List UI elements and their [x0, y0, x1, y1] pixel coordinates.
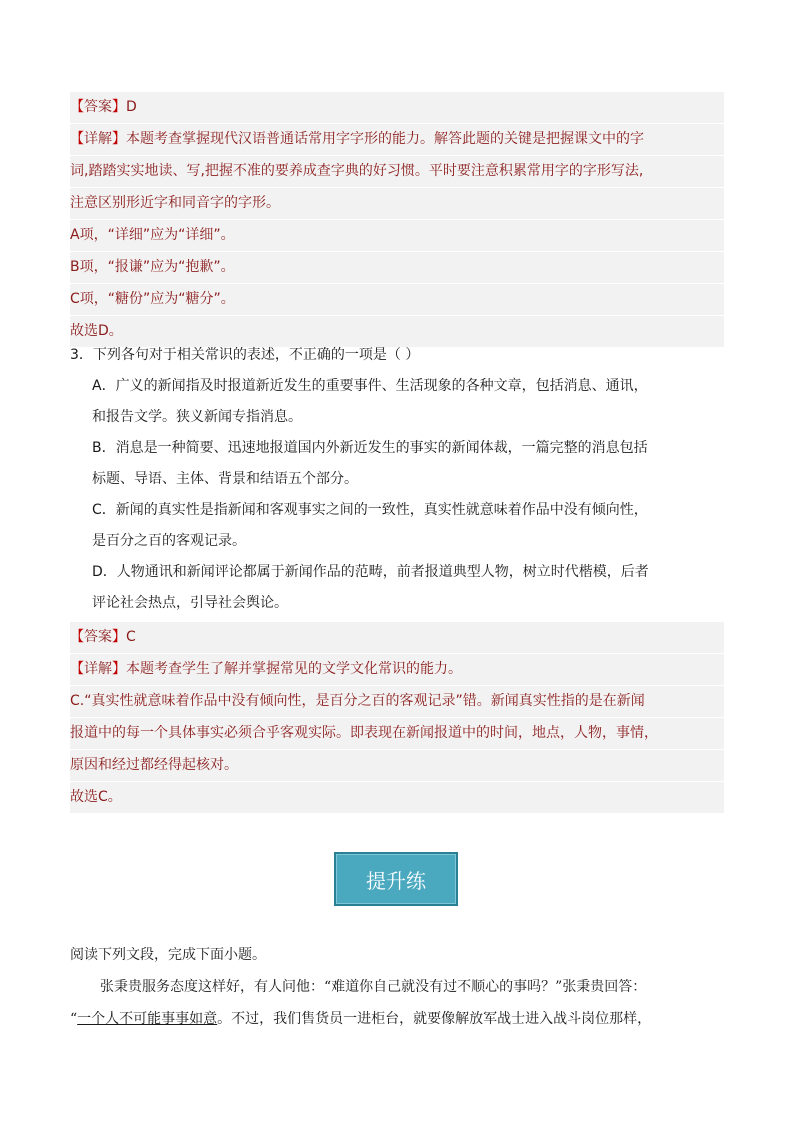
- option-b-line2: 标题、导语、主体、背景和结语五个部分。: [92, 471, 358, 487]
- question-3: [70, 340, 730, 619]
- detail-text: 本题考查学生了解并掌握常见的文学文化常识的能力。: [126, 661, 462, 677]
- explain-line: 原因和经过都经得起核对。: [70, 750, 724, 782]
- detail-line: 词,踏踏实实地读、写,把握不准的要养成查字典的好习惯。平时要注意积累常用字的字形写法,: [70, 156, 724, 188]
- answer-block-1: [70, 92, 724, 348]
- bracket-open: 【: [70, 131, 84, 147]
- question-stem: 3．下列各句对于相关常识的表述，不正确的一项是（ ）: [70, 347, 420, 363]
- answer-line: [70, 92, 724, 124]
- bracket-close: 】: [112, 661, 126, 677]
- item-line: B项，“报谦”应为“抱歉”。: [70, 252, 724, 284]
- detail-label: 详解: [84, 131, 112, 147]
- detail-text: 本题考查掌握现代汉语普通话常用字字形的能力。解答此题的关键是把握课文中的字: [126, 131, 644, 147]
- passage-line: [70, 1002, 730, 1034]
- item-line: A项，“详细”应为“详细”。: [70, 220, 724, 252]
- section-label-tisheng: 提升练: [334, 852, 458, 906]
- item-line: C项，“糖份”应为“糖分”。: [70, 284, 724, 316]
- reading-instruction: 阅读下列文段，完成下面小题。: [70, 947, 266, 963]
- answer-line: [70, 622, 724, 654]
- bracket-close: 】: [112, 99, 126, 115]
- explain-line: 报道中的每一个具体事实必须合乎客观实际。即表现在新闻报道中的时间，地点，人物，事情，: [70, 718, 724, 750]
- answer-label: 答案: [84, 629, 112, 645]
- option-c-line1: C．新闻的真实性是指新闻和客观事实之间的一致性，真实性就意味着作品中没有倾向性，: [92, 502, 648, 518]
- bracket-close: 】: [112, 131, 126, 147]
- underlined-phrase: 一个人不可能事事如意: [77, 1011, 218, 1027]
- reading-section: [70, 938, 730, 1034]
- explain-line: C.“真实性就意味着作品中没有倾向性，是百分之百的客观记录”错。新闻真实性指的是在新闻: [70, 686, 724, 718]
- bracket-close: 】: [112, 629, 126, 645]
- option-c-line2: 是百分之百的客观记录。: [92, 533, 246, 549]
- option-b-line1: B．消息是一种简要、迅速地报道国内外新近发生的事实的新闻体裁，一篇完整的消息包括: [92, 440, 648, 456]
- passage-text: 。不过，我们售货员一进柜台，就要像解放军战士进入战斗岗位那样，: [217, 1011, 652, 1027]
- answer-value: C: [126, 629, 136, 645]
- option-a-line1: A．广义的新闻指及时报道新近发生的重要事件、生活现象的各种文章，包括消息、通讯，: [92, 378, 648, 394]
- detail-label: 详解: [84, 661, 112, 677]
- bracket-open: 【: [70, 99, 84, 115]
- conclusion-line: 故选C。: [70, 782, 724, 814]
- quote-mark: “: [70, 1011, 78, 1027]
- answer-label: 答案: [84, 99, 112, 115]
- answer-value: D: [126, 99, 137, 115]
- option-a-line2: 和报告文学。狭义新闻专指消息。: [92, 409, 302, 425]
- detail-line: 注意区别形近字和同音字的字形。: [70, 188, 724, 220]
- bracket-open: 【: [70, 629, 84, 645]
- answer-block-2: [70, 622, 724, 814]
- option-d-line2: 评论社会热点，引导社会舆论。: [92, 595, 288, 611]
- detail-line: [70, 654, 724, 686]
- passage-line: 张秉贵服务态度这样好，有人问他：“难道你自己就没有过不顺心的事吗？”张秉贵回答：: [100, 979, 647, 995]
- detail-line: [70, 124, 724, 156]
- bracket-open: 【: [70, 661, 84, 677]
- option-d-line1: D．人物通讯和新闻评论都属于新闻作品的范畴，前者报道典型人物，树立时代楷模，后者: [92, 564, 649, 580]
- conclusion-line: 故选D。: [70, 316, 724, 348]
